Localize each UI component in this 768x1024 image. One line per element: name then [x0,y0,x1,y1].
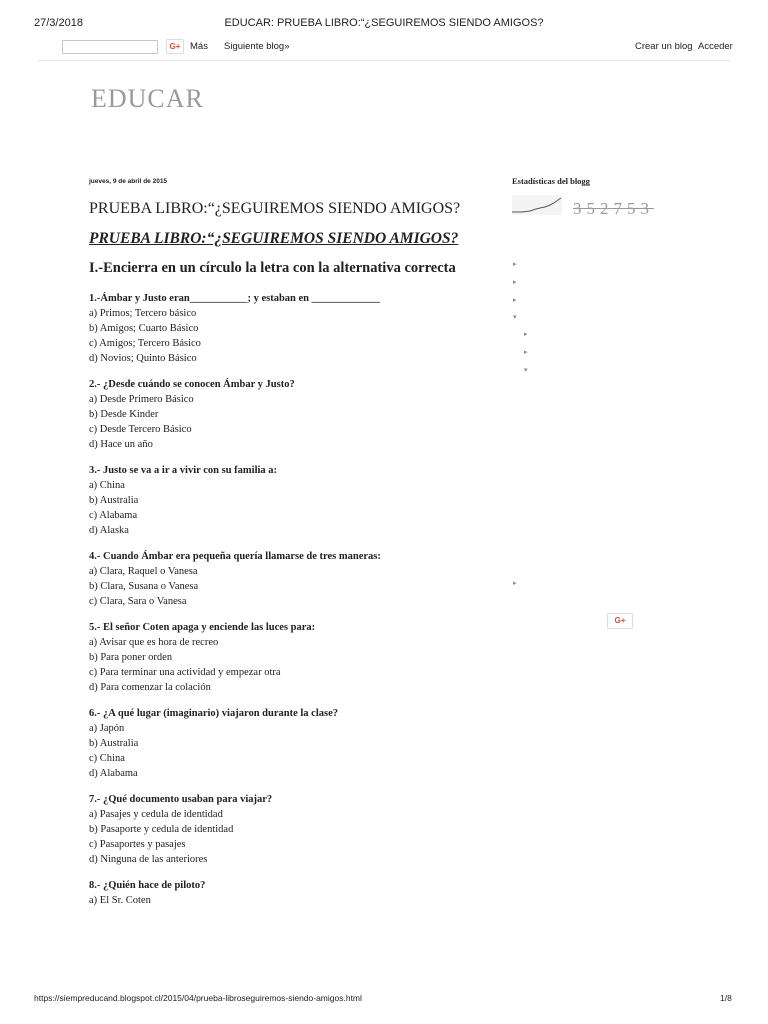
search-input[interactable] [62,40,158,54]
question-text: 1.-Ámbar y Justo eran___________; y estaban en _____________ [89,293,380,304]
next-blog-link[interactable]: Siguiente blog» [224,41,290,52]
archive-arrow-icon[interactable]: ▸ [513,261,517,268]
answer-option: c) Desde Tercero Básico [89,424,192,435]
stats-sparkline [512,195,562,215]
question-text: 2.- ¿Desde cuándo se conocen Ámbar y Justo? [89,379,295,390]
question-block [89,792,489,867]
answer-option: b) Desde Kinder [89,409,159,420]
google-plus-icon[interactable]: G+ [166,39,184,54]
answer-option: b) Clara, Susana o Vanesa [89,581,199,592]
blog-title[interactable]: EDUCAR [91,84,204,113]
more-link[interactable]: Más [190,41,208,52]
question-text: 4.- Cuando Ámbar era pequeña quería llamarse de tres maneras: [89,551,381,562]
login-link[interactable]: Acceder [698,41,733,52]
answer-option: b) Australia [89,738,139,749]
answer-option: a) Primos; Tercero básico [89,308,197,319]
answer-option: c) Pasaportes y pasajes [89,839,186,850]
archive-arrow-icon[interactable]: ▸ [513,580,517,587]
answer-option: d) Para comenzar la colación [89,682,211,693]
answer-option: d) Hace un año [89,439,153,450]
question-text: 6.- ¿A qué lugar (imaginario) viajaron durante la clase? [89,708,338,719]
question-block [89,549,489,609]
question-list [89,291,489,908]
archive-arrow-icon[interactable]: ▸ [524,331,528,338]
answer-option: d) Alabama [89,768,138,779]
sidebar [512,176,722,218]
post-body [89,178,489,919]
answer-option: d) Ninguna de las anteriores [89,854,208,865]
answer-option: b) Amigos; Cuarto Básico [89,323,199,334]
question-text: 3.- Justo se va a ir a vivir con su familia a: [89,465,278,476]
instruction: I.-Encierra en un círculo la letra con la alternativa correcta [89,260,456,276]
question-block [89,620,489,695]
stats-counter: 352753 [573,199,654,218]
question-block [89,463,489,538]
archive-arrow-icon[interactable]: ▸ [513,279,517,286]
create-blog-link[interactable]: Crear un blog [635,41,693,52]
answer-option: b) Australia [89,495,139,506]
question-text: 5.- El señor Coten apaga y enciende las luces para: [89,622,316,633]
post-subtitle: PRUEBA LIBRO:“¿SEGUIREMOS SIENDO AMIGOS? [89,230,459,247]
answer-option: b) Pasaporte y cedula de identidad [89,824,234,835]
question-text: 7.- ¿Qué documento usaban para viajar? [89,794,273,805]
answer-option: c) Amigos; Tercero Básico [89,338,201,349]
answer-option: a) Avisar que es hora de recreo [89,637,219,648]
answer-option: b) Para poner orden [89,652,173,663]
answer-option: a) China [89,480,125,491]
archive-arrow-icon[interactable]: ▸ [524,349,528,356]
answer-option: a) Desde Primero Básico [89,394,194,405]
stats-title: Estadísticas del blogg [512,176,590,186]
print-header [0,0,768,30]
print-date: 27/3/2018 [34,17,83,29]
question-block [89,878,489,908]
answer-option: c) China [89,753,125,764]
print-title: EDUCAR: PRUEBA LIBRO:“¿SEGUIREMOS SIENDO AMIGOS? [224,17,544,29]
question-block [89,291,489,366]
print-page-number: 1/8 [720,993,732,1003]
question-text: 8.- ¿Quién hace de piloto? [89,880,206,891]
archive-arrow-down-icon[interactable]: ▾ [513,314,517,321]
post-date: jueves, 9 de abril de 2015 [89,178,168,185]
answer-option: c) Para terminar una actividad y empezar otra [89,667,281,678]
answer-option: a) El Sr. Coten [89,895,151,906]
archive-arrow-down-icon[interactable]: ▾ [524,367,528,374]
answer-option: c) Alabama [89,510,138,521]
answer-option: a) Pasajes y cedula de identidad [89,809,223,820]
question-block [89,377,489,452]
archive-arrow-icon[interactable]: ▸ [513,297,517,304]
answer-option: d) Alaska [89,525,129,536]
post-title[interactable]: PRUEBA LIBRO:“¿SEGUIREMOS SIENDO AMIGOS? [89,200,461,217]
blogger-navbar [38,34,733,61]
answer-option: a) Clara, Raquel o Vanesa [89,566,198,577]
answer-option: a) Japón [89,723,125,734]
google-plus-badge-icon[interactable]: G+ [607,613,633,629]
answer-option: c) Clara, Sara o Vanesa [89,596,187,607]
print-footer-url: https://siempreducand.blogspot.cl/2015/04/prueba-libroseguiremos-siendo-amigos.html [34,993,362,1003]
question-block [89,706,489,781]
answer-option: d) Novios; Quinto Básico [89,353,197,364]
